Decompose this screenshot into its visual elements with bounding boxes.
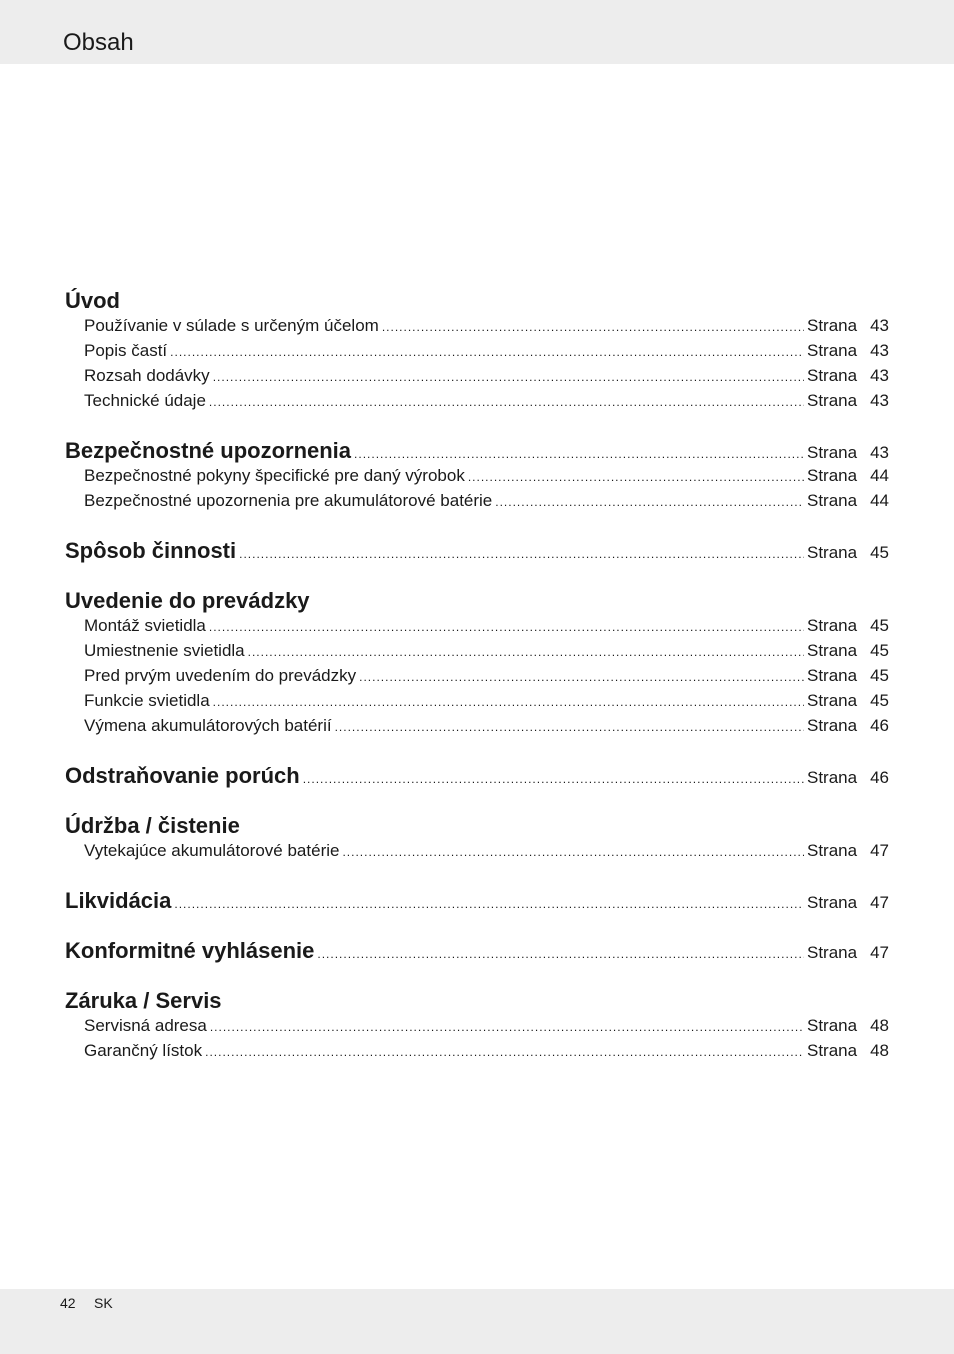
page-word: Strana [807, 666, 858, 685]
toc-heading-label: Odstraňovanie porúch [65, 763, 300, 788]
page-reference [807, 613, 889, 638]
footer-band [0, 1289, 954, 1354]
toc-heading-row[interactable] [65, 888, 889, 913]
header-band [0, 0, 954, 64]
toc-entry-row[interactable] [65, 313, 889, 338]
toc-entry-row[interactable] [65, 463, 889, 488]
toc-entry-row[interactable] [65, 688, 889, 713]
footer-page-number: 42 [60, 1295, 76, 1311]
toc-section [65, 813, 889, 863]
page-reference [807, 488, 889, 513]
page-number: 43 [870, 391, 889, 410]
dot-leader [248, 640, 804, 665]
page-reference [807, 940, 889, 965]
toc-section [65, 763, 889, 788]
page-reference [807, 1038, 889, 1063]
page-word: Strana [807, 893, 858, 912]
toc-entry-label: Výmena akumulátorových batérií [84, 716, 332, 735]
dot-leader [239, 542, 804, 567]
toc-heading-label: Bezpečnostné upozornenia [65, 438, 352, 463]
dot-leader [213, 690, 804, 715]
toc-heading-label: Uvedenie do prevádzky [65, 588, 310, 613]
page-reference [807, 765, 889, 790]
toc-heading-row[interactable] [65, 813, 889, 838]
page-number: 44 [870, 491, 889, 510]
dot-leader [205, 1040, 804, 1065]
page-reference [807, 688, 889, 713]
page-number: 44 [870, 466, 889, 485]
page-word: Strana [807, 366, 858, 385]
toc-section [65, 288, 889, 413]
toc-entry-row[interactable] [65, 713, 889, 738]
page-reference [807, 663, 889, 688]
toc-entry-row[interactable] [65, 338, 889, 363]
dot-leader [317, 942, 804, 967]
page-number: 48 [870, 1016, 889, 1035]
page-word: Strana [807, 443, 858, 462]
toc-heading-row[interactable] [65, 938, 889, 963]
toc-heading-row[interactable] [65, 438, 889, 463]
toc-entry-label: Garančný lístok [84, 1041, 203, 1060]
dot-leader [468, 465, 804, 490]
toc-entry-label: Pred prvým uvedením do prevádzky [84, 666, 357, 685]
toc-section [65, 938, 889, 963]
toc-heading-row[interactable] [65, 588, 889, 613]
dot-leader [209, 615, 804, 640]
page-number: 46 [870, 716, 889, 735]
page-reference [807, 338, 889, 363]
dot-leader [209, 390, 804, 415]
page-word: Strana [807, 391, 858, 410]
page-title: Obsah [63, 29, 134, 56]
page-reference [807, 838, 889, 863]
page-number: 45 [870, 543, 889, 562]
page-word: Strana [807, 1016, 858, 1035]
toc-section [65, 588, 889, 738]
page-number: 46 [870, 768, 889, 787]
page-reference [807, 440, 889, 465]
dot-leader [174, 892, 804, 917]
dot-leader [210, 1015, 804, 1040]
toc-entry-label: Bezpečnostné pokyny špecifické pre daný výrobok [84, 466, 465, 485]
page-word: Strana [807, 316, 858, 335]
page-number: 45 [870, 616, 889, 635]
page-reference [807, 638, 889, 663]
dot-leader [213, 365, 804, 390]
page-word: Strana [807, 466, 858, 485]
page-reference [807, 1013, 889, 1038]
toc-heading-label: Úvod [65, 288, 120, 313]
page-reference [807, 890, 889, 915]
dot-leader [342, 840, 804, 865]
toc-heading-label: Údržba / čistenie [65, 813, 240, 838]
toc-section [65, 988, 889, 1063]
page-number: 43 [870, 443, 889, 462]
page-word: Strana [807, 768, 858, 787]
page-word: Strana [807, 943, 858, 962]
toc-section [65, 538, 889, 563]
toc-entry-label: Vytekajúce akumulátorové batérie [84, 841, 340, 860]
toc-entry-label: Používanie v súlade s určeným účelom [84, 316, 379, 335]
toc-heading-label: Konformitné vyhlásenie [65, 938, 315, 963]
page-word: Strana [807, 491, 858, 510]
page-number: 45 [870, 691, 889, 710]
footer-language: SK [94, 1295, 113, 1311]
toc-heading-label: Likvidácia [65, 888, 172, 913]
toc-entry-row[interactable] [65, 838, 889, 863]
page-reference [807, 463, 889, 488]
toc-section [65, 438, 889, 513]
dot-leader [359, 665, 804, 690]
page-number: 45 [870, 641, 889, 660]
toc-entry-row[interactable] [65, 363, 889, 388]
dot-leader [382, 315, 804, 340]
toc-heading-label: Záruka / Servis [65, 988, 222, 1013]
toc-heading-row[interactable] [65, 988, 889, 1013]
page-number: 47 [870, 943, 889, 962]
dot-leader [170, 340, 804, 365]
toc-entry-label: Technické údaje [84, 391, 206, 410]
dot-leader [335, 715, 804, 740]
toc-entry-row[interactable] [65, 663, 889, 688]
page-reference [807, 363, 889, 388]
page-word: Strana [807, 691, 858, 710]
page-word: Strana [807, 543, 858, 562]
dot-leader [495, 490, 804, 515]
dot-leader [303, 767, 804, 792]
toc-entry-label: Umiestnenie svietidla [84, 641, 245, 660]
page-word: Strana [807, 841, 858, 860]
page-word: Strana [807, 616, 858, 635]
page-number: 45 [870, 666, 889, 685]
toc-heading-row[interactable] [65, 763, 889, 788]
page-word: Strana [807, 716, 858, 735]
toc-entry-row[interactable] [65, 488, 889, 513]
toc-entry-row[interactable] [65, 638, 889, 663]
page-word: Strana [807, 341, 858, 360]
page-reference [807, 388, 889, 413]
toc-entry-row[interactable] [65, 613, 889, 638]
page-number: 43 [870, 316, 889, 335]
page-number: 47 [870, 893, 889, 912]
toc-entry-row[interactable] [65, 1038, 889, 1063]
page-number: 48 [870, 1041, 889, 1060]
toc-entry-row[interactable] [65, 388, 889, 413]
toc-entry-label: Funkcie svietidla [84, 691, 210, 710]
toc-entry-label: Popis častí [84, 341, 168, 360]
toc-heading-row[interactable] [65, 288, 889, 313]
page-reference [807, 313, 889, 338]
page-number: 43 [870, 366, 889, 385]
toc-entry-label: Bezpečnostné upozornenia pre akumulátorové batérie [84, 491, 493, 510]
toc-section [65, 888, 889, 913]
page-reference [807, 713, 889, 738]
page-number: 43 [870, 341, 889, 360]
table-of-contents [65, 288, 889, 1088]
page-number: 47 [870, 841, 889, 860]
page-reference [807, 540, 889, 565]
toc-entry-label: Montáž svietidla [84, 616, 206, 635]
page-word: Strana [807, 641, 858, 660]
page-word: Strana [807, 1041, 858, 1060]
toc-heading-label: Spôsob činnosti [65, 538, 237, 563]
toc-heading-row[interactable] [65, 538, 889, 563]
toc-entry-label: Servisná adresa [84, 1016, 207, 1035]
toc-entry-label: Rozsah dodávky [84, 366, 210, 385]
toc-entry-row[interactable] [65, 1013, 889, 1038]
